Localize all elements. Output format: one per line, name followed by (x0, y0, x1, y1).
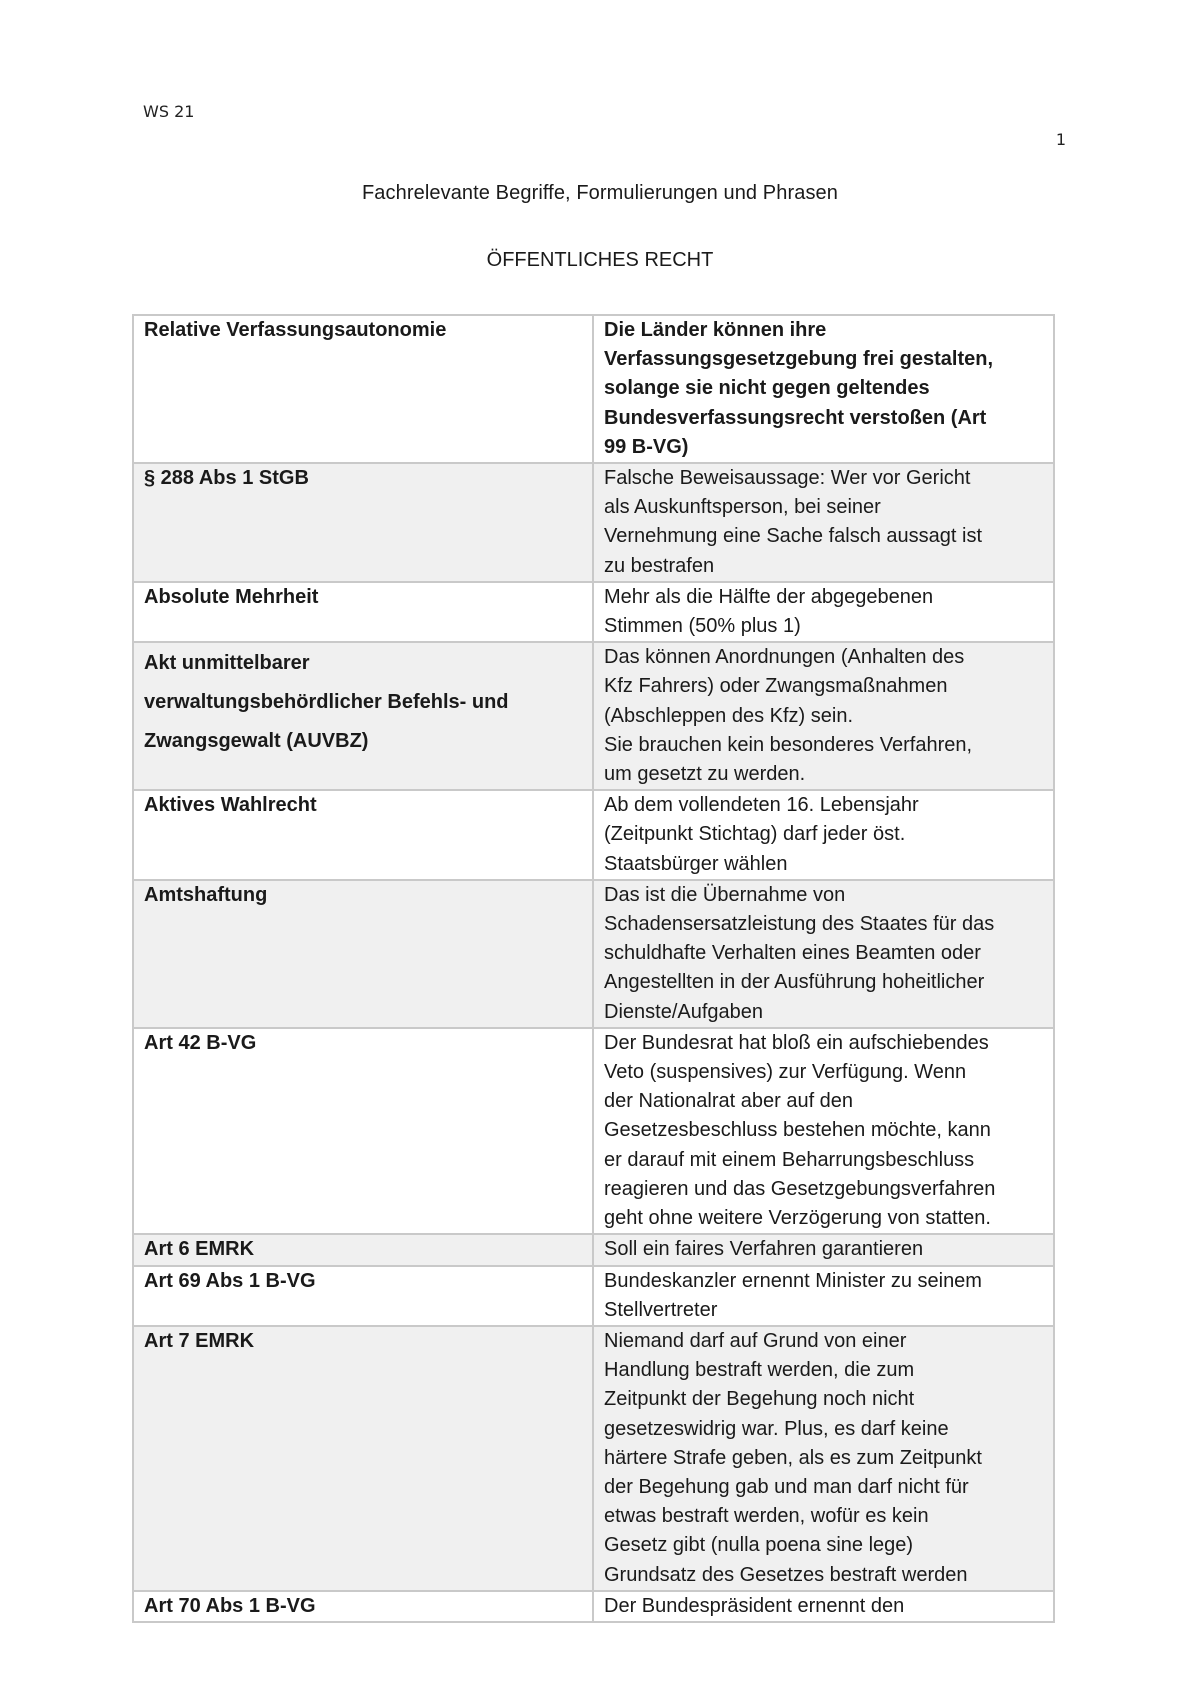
definition-cell: Bundeskanzler ernennt Minister zu seinem Stellvertreter (593, 1266, 1054, 1326)
table-row (133, 880, 1054, 1028)
term-cell: Art 42 B-VG (133, 1028, 593, 1234)
term-cell: Art 69 Abs 1 B-VG (133, 1266, 593, 1326)
definition-cell: Die Länder können ihre Verfassungsgesetzgebung frei gestalten, solange sie nicht gegen geltendes Bundesverfassungsrecht verstoßen (Art 99 B-VG) (593, 315, 1054, 463)
document-title: Fachrelevante Begriffe, Formulierungen und Phrasen (361, 182, 838, 204)
table-row (133, 1266, 1054, 1326)
definition-cell: Der Bundesrat hat bloß ein aufschiebendes Veto (suspensives) zur Verfügung. Wenn der Nationalrat aber auf den Gesetzesbeschluss bestehen möchte, kann er darauf mit einem Beharrungsbeschluss reagieren und das Gesetzgebungsverfahren geht ohne weitere Verzögerung von statten. (593, 1028, 1054, 1234)
definition-cell: Niemand darf auf Grund von einer Handlung bestraft werden, die zum Zeitpunkt der Begehung noch nicht gesetzeswidrig war. Plus, es darf keine härtere Strafe geben, als es zum Zeitpunkt der Begehung gab und man darf nicht für etwas bestraft werden, wofür es kein Gesetz gibt (nulla poena sine lege) Grundsatz des Gesetzes bestraft werden (593, 1326, 1054, 1591)
term-cell: Akt unmittelbarer verwaltungsbehördlicher Befehls- und Zwangsgewalt (AUVBZ) (133, 642, 593, 790)
table-row (133, 315, 1054, 463)
definition-cell: Mehr als die Hälfte der abgegebenen Stimmen (50% plus 1) (593, 582, 1054, 642)
table-row (133, 463, 1054, 582)
definition-cell: Ab dem vollendeten 16. Lebensjahr (Zeitpunkt Stichtag) darf jeder öst. Staatsbürger wählen (593, 790, 1054, 880)
table-row (133, 790, 1054, 880)
table-row (133, 1591, 1054, 1622)
term-cell: Art 7 EMRK (133, 1326, 593, 1591)
table-row (133, 1326, 1054, 1591)
term-cell: Relative Verfassungsautonomie (133, 315, 593, 463)
terms-table (132, 314, 1055, 1623)
table-row (133, 642, 1054, 790)
term-cell: § 288 Abs 1 StGB (133, 463, 593, 582)
term-cell: Art 70 Abs 1 B-VG (133, 1591, 593, 1622)
definition-cell: Das ist die Übernahme von Schadensersatzleistung des Staates für das schuldhafte Verhalten eines Beamten oder Angestellten in der Ausführung hoheitlicher Dienste/Aufgaben (593, 880, 1054, 1028)
table-row (133, 1234, 1054, 1265)
table-row (133, 582, 1054, 642)
definition-cell: Falsche Beweisaussage: Wer vor Gericht als Auskunftsperson, bei seiner Vernehmung eine Sache falsch aussagt ist zu bestrafen (593, 463, 1054, 582)
term-cell: Art 6 EMRK (133, 1234, 593, 1265)
term-cell: Absolute Mehrheit (133, 582, 593, 642)
definition-cell: Der Bundespräsident ernennt den (593, 1591, 1054, 1622)
header-semester: WS 21 (143, 102, 195, 121)
document-subtitle: ÖFFENTLICHES RECHT (486, 249, 714, 271)
term-cell: Aktives Wahlrecht (133, 790, 593, 880)
definition-cell: Das können Anordnungen (Anhalten des Kfz Fahrers) oder Zwangsmaßnahmen (Abschleppen des Kfz) sein. Sie brauchen kein besonderes Verfahren, um gesetzt zu werden. (593, 642, 1054, 790)
definition-cell: Soll ein faires Verfahren garantieren (593, 1234, 1054, 1265)
page-number: 1 (1055, 130, 1066, 149)
table-row (133, 1028, 1054, 1234)
term-cell: Amtshaftung (133, 880, 593, 1028)
